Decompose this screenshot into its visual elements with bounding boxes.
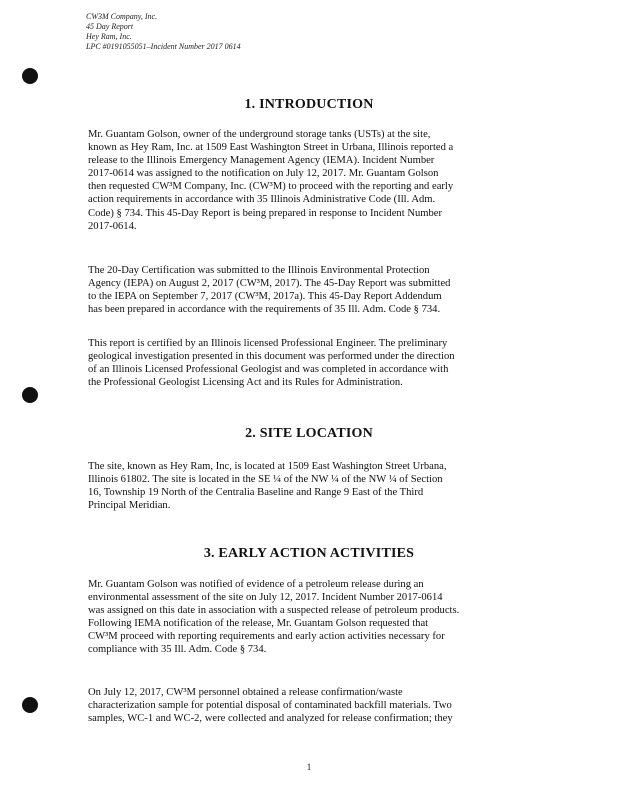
early-action-paragraph-2 <box>88 686 520 725</box>
text-line: was assigned on this date in association with a suspected release of petroleum products. <box>88 605 460 617</box>
text-line: characterization sample for potential disposal of contaminated backfill materials. Two <box>88 700 452 712</box>
section-title-site-location: 2. SITE LOCATION <box>245 426 373 441</box>
binder-hole-2 <box>22 387 38 403</box>
binder-hole-3 <box>22 697 38 713</box>
site-location-paragraph <box>88 460 520 512</box>
running-header <box>86 12 241 52</box>
binder-hole-1 <box>22 68 38 84</box>
intro-paragraph-2 <box>88 264 520 316</box>
text-line: Illinois 61802. The site is located in the SE ¼ of the NW ¼ of the NW ¼ of Section <box>88 474 443 486</box>
text-line: Mr. Guantam Golson, owner of the underground storage tanks (USTs) at the site, <box>88 129 431 140</box>
text-line: action requirements in accordance with 35 Illinois Administrative Code (Ill. Adm. <box>88 194 436 206</box>
text-line: samples, WC-1 and WC-2, were collected and analyzed for release confirmation; they <box>88 713 453 725</box>
text-line: environmental assessment of the site on July 12, 2017. Incident Number 2017-0614 <box>88 592 443 604</box>
text-line: to the IEPA on September 7, 2017 (CW³M, 2017a). This 45-Day Report Addendum <box>88 291 442 303</box>
text-line: CW³M proceed with reporting requirements and early action activities necessary for <box>88 631 445 643</box>
page-number: 1 <box>306 762 312 772</box>
intro-paragraph-3 <box>88 337 520 389</box>
text-line: 2017-0614. <box>88 220 137 232</box>
text-line: This report is certified by an Illinois licensed Professional Engineer. The preliminary <box>88 338 448 349</box>
text-line: Agency (IEPA) on August 2, 2017 (CW³M, 2017). The 45-Day Report was submitted <box>88 278 451 290</box>
early-action-paragraph-1 <box>88 578 520 657</box>
header-site: Hey Ram, Inc. <box>86 32 132 41</box>
text-line: On July 12, 2017, CW³M personnel obtained a release confirmation/waste <box>88 687 403 698</box>
text-line: geological investigation presented in this document was performed under the direction <box>88 351 455 363</box>
text-line: Code) § 734. This 45-Day Report is being prepared in response to Incident Number <box>88 207 443 219</box>
text-line: Principal Meridian. <box>88 500 171 512</box>
text-line: release to the Illinois Emergency Management Agency (IEMA). Incident Number <box>88 155 435 167</box>
text-line: compliance with 35 Ill. Adm. Code § 734. <box>88 644 267 656</box>
intro-paragraph-1 <box>88 128 520 233</box>
header-report: 45 Day Report <box>86 22 134 31</box>
text-line: of an Illinois Licensed Professional Geologist and was completed in accordance with <box>88 364 449 376</box>
text-line: then requested CW³M Company, Inc. (CW³M) to proceed with the reporting and early <box>88 181 454 193</box>
text-line: 16, Township 19 North of the Centralia Baseline and Range 9 East of the Third <box>88 487 424 499</box>
section-title-early-action: 3. EARLY ACTION ACTIVITIES <box>203 546 415 561</box>
text-line: 2017-0614 was assigned to the notification on July 12, 2017. Mr. Guantam Golson <box>88 168 439 180</box>
text-line: Mr. Guantam Golson was notified of evidence of a petroleum release during an <box>88 579 424 590</box>
text-line: Following IEMA notification of the release, Mr. Guantam Golson requested that <box>88 618 429 630</box>
text-line: has been prepared in accordance with the requirements of 35 Ill. Adm. Code § 734. <box>88 304 441 316</box>
text-line: the Professional Geologist Licensing Act and its Rules for Administration. <box>88 377 403 389</box>
text-line: known as Hey Ram, Inc. at 1509 East Washington Street in Urbana, Illinois reported a <box>88 142 454 154</box>
text-line: The 20-Day Certification was submitted to the Illinois Environmental Protection <box>88 265 430 276</box>
section-title-introduction: 1. INTRODUCTION <box>244 97 374 112</box>
header-company: CW3M Company, Inc. <box>86 12 158 21</box>
text-line: The site, known as Hey Ram, Inc, is located at 1509 East Washington Street Urbana, <box>88 461 447 472</box>
header-incident: LPC #0191055051–Incident Number 2017 0614 <box>86 42 241 51</box>
